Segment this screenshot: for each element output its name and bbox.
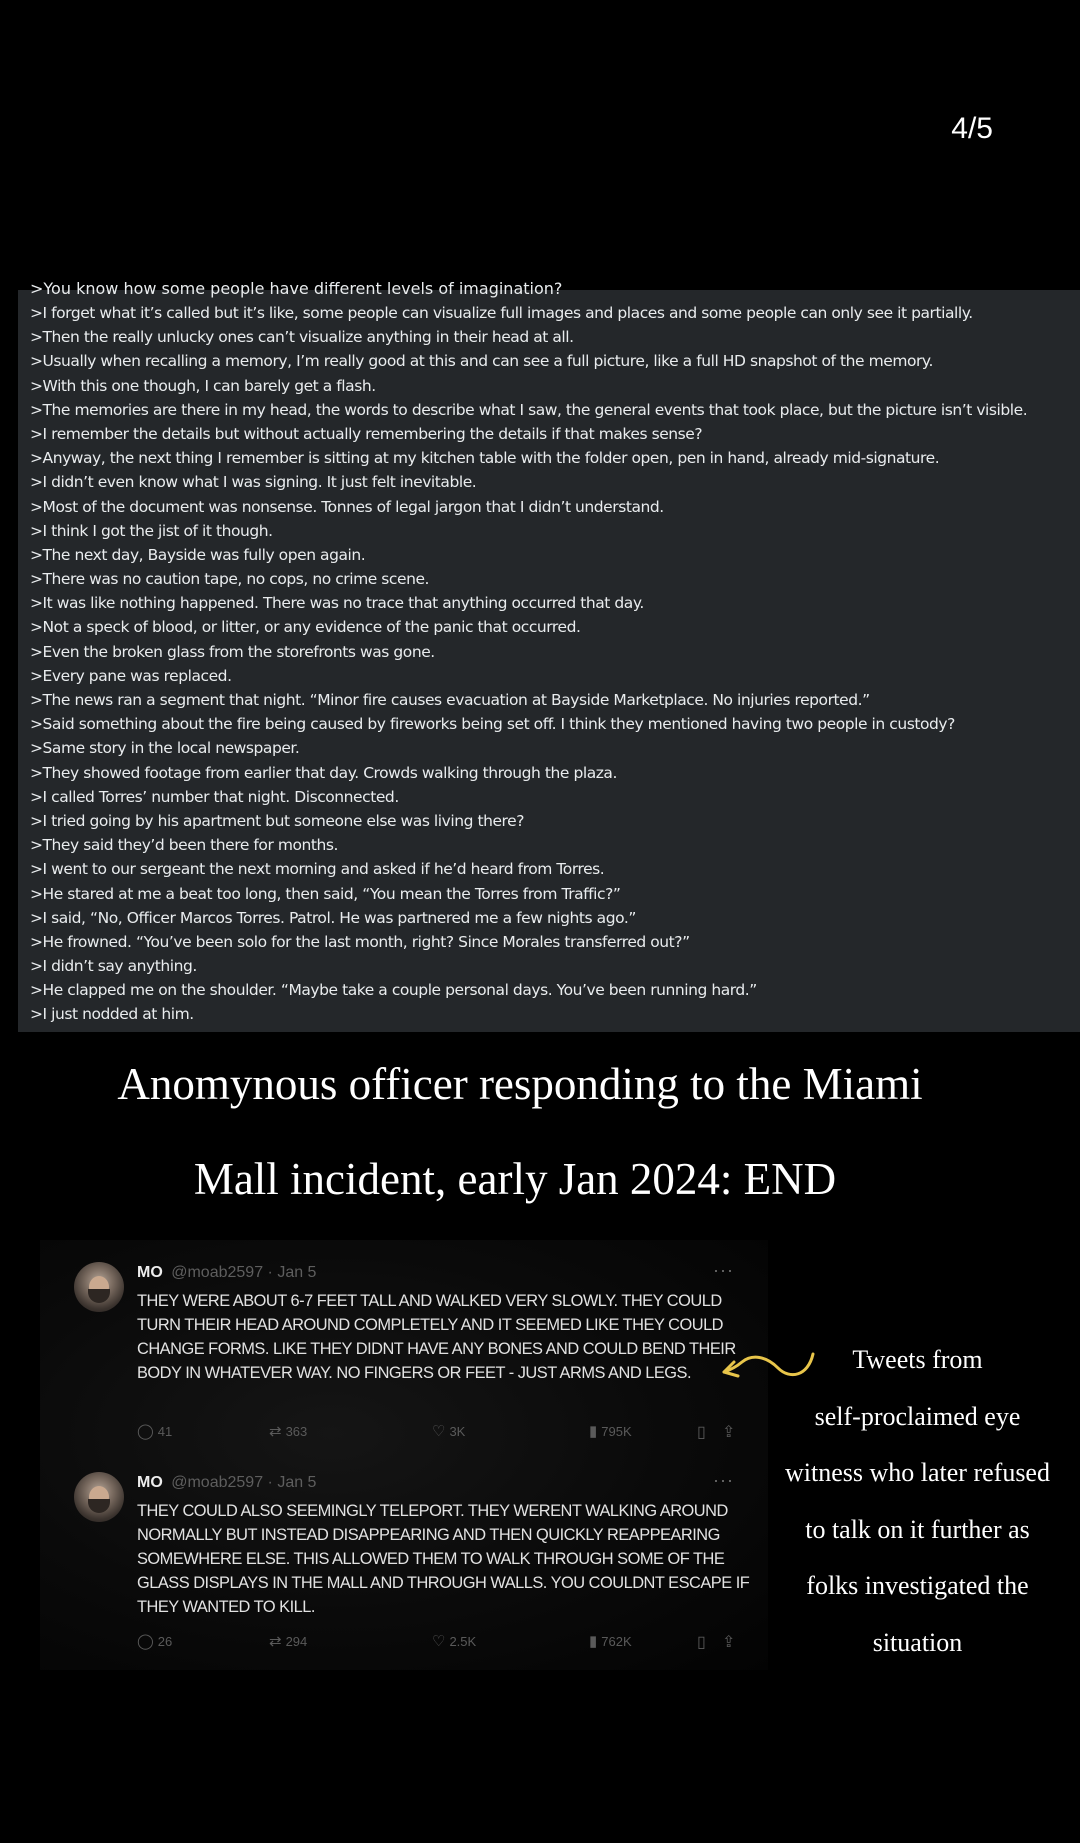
tweet-header	[137, 1474, 316, 1492]
retweet-count: 294	[285, 1634, 308, 1649]
greentext-line: >He clapped me on the shoulder. “Maybe take a couple personal days. You’ve been running hard.”	[30, 981, 757, 1000]
greentext-line: >He frowned. “You’ve been solo for the last month, right? Since Morales transferred out?”	[30, 932, 690, 951]
greentext-panel	[18, 279, 1080, 1032]
tweet[interactable]	[40, 1462, 768, 1662]
side-caption-line: folks investigated the	[806, 1571, 1029, 1600]
retweet-icon: ⇄	[269, 1633, 282, 1650]
greentext-line: >The memories are there in my head, the words to describe what I saw, the general events that took place, but the picture isn’t visible.	[30, 400, 1028, 419]
tweet[interactable]	[40, 1252, 768, 1452]
tweet-author-handle[interactable]: @moab2597	[171, 1264, 264, 1281]
greentext-line: >I didn’t say anything.	[30, 957, 197, 976]
greentext-line: >I went to our sergeant the next morning and asked if he’d heard from Torres.	[30, 860, 605, 879]
reply-button[interactable]	[137, 1422, 172, 1440]
bookmark-icon: ▯	[697, 1424, 706, 1441]
greentext-line: >Every pane was replaced.	[30, 666, 232, 685]
tweet-actions	[137, 1422, 737, 1446]
caption-line-2: Mall incident, early Jan 2024: END	[193, 1154, 837, 1204]
views-button[interactable]	[589, 1422, 632, 1440]
view-count: 795K	[601, 1424, 632, 1439]
tweet-actions	[137, 1632, 737, 1656]
greentext-line: >Same story in the local newspaper.	[30, 739, 300, 758]
greentext-line: >I remember the details but without actually remembering the details if that makes sense?	[30, 424, 703, 443]
greentext-line: >I forget what it’s called but it’s like, some people can visualize full images and places and some people can only see it partially.	[30, 304, 973, 322]
caption-line-1: Anomynous officer responding to the Miami	[117, 1059, 923, 1109]
more-options-icon[interactable]: ···	[713, 1260, 734, 1280]
views-button[interactable]	[589, 1632, 632, 1650]
greentext-cut-line: >You know how some people have different levels of imagination?	[30, 279, 563, 298]
bookmark-button[interactable]	[697, 1632, 706, 1652]
greentext-line: >I said, “No, Officer Marcos Torres. Patrol. He was partnered me a few nights ago.”	[30, 908, 636, 927]
side-caption-line: self-proclaimed eye	[814, 1401, 1021, 1431]
tweet-text: THEY COULD ALSO SEEMINGLY TELEPORT. THEY WERENT WALKING AROUND NORMALLY BUT INSTEAD DISAPPEARING AND THEN QUICKLY REAPPEARING SOMEWHERE ELSE. THIS ALLOWED THEM TO WALK THROUGH SOME OF THE GLASS DISPLAYS IN THE MALL AND THROUGH WALLS. YOU COULDNT ESCAPE IF THEY WANTED TO KILL.	[137, 1502, 750, 1616]
greentext-line: >The next day, Bayside was fully open again.	[30, 545, 366, 564]
greentext-line: >Most of the document was nonsense. Tonnes of legal jargon that I didn’t understand.	[30, 497, 664, 516]
bookmark-icon: ▯	[697, 1634, 706, 1651]
share-icon: ⇪	[722, 1424, 736, 1441]
greentext-line: >Said something about the fire being caused by fireworks being set off. I think they mentioned having two people in custody?	[30, 715, 955, 734]
greentext-line: >Even the broken glass from the storefronts was gone.	[30, 642, 435, 661]
like-count: 2.5K	[449, 1634, 477, 1649]
greentext-line: >It was like nothing happened. There was no trace that anything occurred that day.	[30, 594, 644, 613]
side-caption-line: witness who later refused	[785, 1458, 1050, 1487]
greentext-line: >I think I got the jist of it though.	[30, 521, 273, 540]
tweet-author-name[interactable]: MO	[137, 1264, 163, 1281]
greentext-line: >The news ran a segment that night. “Minor fire causes evacuation at Bayside Marketplace. No injuries reported.”	[30, 691, 870, 709]
page-counter: 4/5	[951, 112, 993, 145]
tweet-text: THEY WERE ABOUT 6-7 FEET TALL AND WALKED VERY SLOWLY. THEY COULD TURN THEIR HEAD AROUND COMPLETELY AND IT SEEMED LIKE THEY COULD CHANGE FORMS. LIKE THEY DIDNT HAVE ANY BONES AND COULD BEND THEIR BODY IN WHATEVER WAY. NO FINGERS OR FEET - JUST ARMS AND LEGS.	[137, 1292, 736, 1382]
greentext-line: >I called Torres’ number that night. Disconnected.	[30, 787, 399, 806]
tweet-date: · Jan 5	[263, 1474, 317, 1491]
retweet-count: 363	[285, 1424, 308, 1439]
reply-icon: ◯	[137, 1423, 154, 1440]
greentext-line: >He stared at me a beat too long, then said, “You mean the Torres from Traffic?”	[30, 884, 621, 903]
greentext-line: >There was no caution tape, no cops, no crime scene.	[30, 570, 430, 589]
side-caption-line: situation	[872, 1627, 963, 1657]
reply-icon: ◯	[137, 1633, 154, 1650]
avatar[interactable]	[74, 1262, 124, 1312]
tweet-header	[137, 1264, 316, 1282]
tweet-author-handle[interactable]: @moab2597	[171, 1474, 264, 1491]
share-button[interactable]	[722, 1632, 735, 1652]
retweet-button[interactable]	[269, 1422, 307, 1440]
retweet-icon: ⇄	[269, 1423, 282, 1440]
more-options-icon[interactable]: ···	[713, 1470, 734, 1490]
tweet-author-name[interactable]: MO	[137, 1474, 163, 1491]
heart-icon: ♡	[432, 1633, 446, 1650]
views-icon: ▮	[589, 1633, 598, 1650]
greentext-line: >Anyway, the next thing I remember is sitting at my kitchen table with the folder open, pen in hand, already mid-signature.	[30, 449, 940, 468]
like-button[interactable]	[432, 1632, 476, 1650]
greentext-line: >With this one though, I can barely get a flash.	[30, 376, 376, 395]
greentext-line: >I tried going by his apartment but someone else was living there?	[30, 811, 524, 830]
greentext-line: >Then the really unlucky ones can’t visualize anything in their head at all.	[30, 328, 574, 347]
greentext-list	[30, 301, 1027, 1027]
tweet-screenshot	[40, 1240, 768, 1670]
like-count: 3K	[449, 1424, 466, 1439]
tweet-date: · Jan 5	[263, 1264, 317, 1281]
avatar-beard	[88, 1289, 110, 1303]
heart-icon: ♡	[432, 1423, 446, 1440]
greentext-line: >Not a speck of blood, or litter, or any evidence of the panic that occurred.	[30, 618, 581, 637]
share-icon: ⇪	[722, 1634, 736, 1651]
greentext-line: >I just nodded at him.	[30, 1005, 194, 1024]
side-caption-line: to talk on it further as	[805, 1514, 1030, 1544]
avatar[interactable]	[74, 1472, 124, 1522]
side-caption-line: Tweets from	[852, 1345, 983, 1374]
retweet-button[interactable]	[269, 1632, 307, 1650]
greentext-line: >I didn’t even know what I was signing. It just felt inevitable.	[30, 473, 477, 492]
share-button[interactable]	[722, 1422, 735, 1442]
greentext-line: >They said they’d been there for months.	[30, 836, 339, 855]
bookmark-button[interactable]	[697, 1422, 706, 1442]
reply-count: 26	[157, 1634, 173, 1649]
reply-count: 41	[157, 1424, 173, 1439]
like-button[interactable]	[432, 1422, 465, 1440]
greentext-line: >Usually when recalling a memory, I’m really good at this and can see a full picture, like a full HD snapshot of the memory.	[30, 352, 933, 371]
view-count: 762K	[601, 1634, 632, 1649]
avatar-beard	[88, 1499, 110, 1513]
views-icon: ▮	[589, 1423, 598, 1440]
side-caption	[755, 1332, 1080, 1671]
greentext-line: >They showed footage from earlier that day. Crowds walking through the plaza.	[30, 763, 617, 782]
reply-button[interactable]	[137, 1632, 172, 1650]
